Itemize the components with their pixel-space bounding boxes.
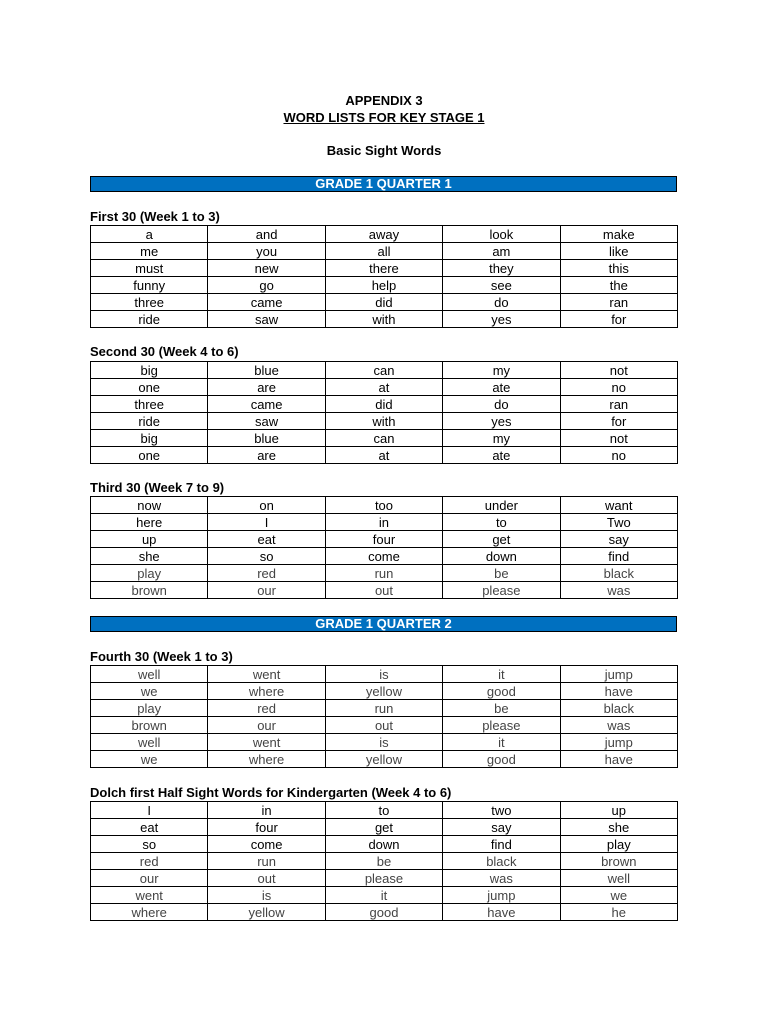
quarter-banner-2: GRADE 1 QUARTER 2 [90,616,677,632]
word-cell: for [560,413,677,430]
word-cell: so [91,836,208,853]
word-cell: all [325,243,442,260]
word-cell: funny [91,277,208,294]
word-cell: run [325,700,442,717]
word-cell: big [91,430,208,447]
table-row [91,819,678,836]
word-cell: have [443,904,560,921]
word-cell: our [208,582,325,599]
word-cell: go [208,277,325,294]
word-cell: are [208,379,325,396]
word-cell: please [325,870,442,887]
table-row [91,226,678,243]
word-cell: get [443,531,560,548]
word-cell: out [208,870,325,887]
table-row [91,396,678,413]
word-cell: brown [560,853,677,870]
word-cell: too [325,497,442,514]
table-row [91,717,678,734]
table-row [91,700,678,717]
word-cell: came [208,294,325,311]
word-cell: do [443,396,560,413]
table-row [91,311,678,328]
word-cell: went [208,734,325,751]
word-cell: up [91,531,208,548]
table-row [91,582,678,599]
word-cell: not [560,430,677,447]
table-row [91,497,678,514]
word-cell: blue [208,430,325,447]
word-cell: this [560,260,677,277]
word-cell: at [325,379,442,396]
word-cell: red [208,700,325,717]
word-cell: please [443,582,560,599]
word-cell: yellow [325,751,442,768]
word-cell: yes [443,311,560,328]
word-cell: you [208,243,325,260]
word-cell: three [91,294,208,311]
word-cell: must [91,260,208,277]
word-cell: eat [208,531,325,548]
word-cell: went [91,887,208,904]
word-cell: saw [208,413,325,430]
word-cell: was [443,870,560,887]
word-cell: ride [91,413,208,430]
word-cell: find [443,836,560,853]
word-cell: big [91,362,208,379]
word-cell: a [91,226,208,243]
appendix-label: APPENDIX 3 [345,93,423,108]
word-cell: now [91,497,208,514]
table-row [91,430,678,447]
word-cell: black [560,700,677,717]
word-cell: is [208,887,325,904]
word-cell: to [325,802,442,819]
word-cell: there [325,260,442,277]
word-cell: say [443,819,560,836]
word-cell: our [208,717,325,734]
word-table-fourth-30 [90,665,678,768]
word-cell: brown [91,582,208,599]
table-row [91,802,678,819]
word-cell: we [91,751,208,768]
word-cell: red [91,853,208,870]
word-cell: our [91,870,208,887]
word-cell: the [560,277,677,294]
word-cell: good [325,904,442,921]
word-cell: Two [560,514,677,531]
section-title-third-30: Third 30 (Week 7 to 9) [90,480,225,495]
word-cell: was [560,582,677,599]
word-cell: with [325,311,442,328]
word-cell: please [443,717,560,734]
word-cell: black [443,853,560,870]
word-cell: see [443,277,560,294]
table-row [91,379,678,396]
word-cell: did [325,294,442,311]
word-cell: jump [560,734,677,751]
word-cell: well [91,666,208,683]
word-cell: am [443,243,560,260]
word-cell: can [325,430,442,447]
word-cell: can [325,362,442,379]
word-cell: yes [443,413,560,430]
word-cell: where [208,751,325,768]
word-cell: my [443,430,560,447]
word-cell: at [325,447,442,464]
table-row [91,531,678,548]
word-cell: was [560,717,677,734]
table-row [91,277,678,294]
table-row [91,548,678,565]
word-cell: where [208,683,325,700]
word-cell: make [560,226,677,243]
word-cell: black [560,565,677,582]
word-cell: want [560,497,677,514]
word-cell: three [91,396,208,413]
word-cell: jump [560,666,677,683]
word-cell: she [560,819,677,836]
word-cell: under [443,497,560,514]
table-row [91,751,678,768]
table-row [91,514,678,531]
word-cell: I [208,514,325,531]
word-cell: run [325,565,442,582]
word-cell: came [208,396,325,413]
quarter-banner-1: GRADE 1 QUARTER 1 [90,176,677,192]
table-row [91,294,678,311]
word-cell: ran [560,396,677,413]
word-cell: for [560,311,677,328]
word-table-dolch [90,801,678,921]
table-row [91,666,678,683]
word-cell: she [91,548,208,565]
word-cell: my [443,362,560,379]
word-cell: it [325,887,442,904]
word-cell: eat [91,819,208,836]
word-cell: no [560,379,677,396]
word-cell: play [91,700,208,717]
word-cell: no [560,447,677,464]
word-cell: me [91,243,208,260]
word-cell: ran [560,294,677,311]
word-cell: it [443,734,560,751]
word-cell: ride [91,311,208,328]
word-cell: well [560,870,677,887]
word-cell: and [208,226,325,243]
word-cell: like [560,243,677,260]
table-row [91,362,678,379]
word-cell: come [208,836,325,853]
word-cell: four [325,531,442,548]
word-cell: come [325,548,442,565]
word-cell: are [208,447,325,464]
word-cell: we [91,683,208,700]
word-cell: ate [443,379,560,396]
word-cell: to [443,514,560,531]
section-title-dolch: Dolch first Half Sight Words for Kindergarten (Week 4 to 6) [90,785,452,800]
word-cell: look [443,226,560,243]
word-cell: have [560,751,677,768]
word-cell: it [443,666,560,683]
word-cell: they [443,260,560,277]
word-cell: went [208,666,325,683]
table-row [91,447,678,464]
word-cell: good [443,751,560,768]
word-cell: saw [208,311,325,328]
table-row [91,734,678,751]
word-cell: here [91,514,208,531]
section-title-first-30: First 30 (Week 1 to 3) [90,209,220,224]
word-cell: do [443,294,560,311]
word-cell: I [91,802,208,819]
word-cell: be [443,565,560,582]
word-cell: play [91,565,208,582]
table-row [91,260,678,277]
word-cell: he [560,904,677,921]
word-cell: down [325,836,442,853]
word-cell: new [208,260,325,277]
word-cell: away [325,226,442,243]
word-table-first-30 [90,225,678,328]
section-title-second-30: Second 30 (Week 4 to 6) [90,344,239,359]
table-row [91,870,678,887]
word-cell: be [325,853,442,870]
word-cell: we [560,887,677,904]
word-cell: ate [443,447,560,464]
word-cell: on [208,497,325,514]
word-cell: where [91,904,208,921]
page-subtitle: WORD LISTS FOR KEY STAGE 1 [283,110,485,125]
word-cell: not [560,362,677,379]
table-row [91,413,678,430]
word-cell: yellow [208,904,325,921]
word-cell: up [560,802,677,819]
word-cell: find [560,548,677,565]
word-cell: have [560,683,677,700]
word-cell: well [91,734,208,751]
word-cell: out [325,717,442,734]
word-cell: jump [443,887,560,904]
word-cell: four [208,819,325,836]
table-row [91,904,678,921]
word-cell: two [443,802,560,819]
word-cell: brown [91,717,208,734]
word-table-second-30 [90,361,678,464]
word-cell: out [325,582,442,599]
word-cell: be [443,700,560,717]
word-cell: blue [208,362,325,379]
table-row [91,853,678,870]
page-heading: Basic Sight Words [326,143,442,158]
word-cell: yellow [325,683,442,700]
word-cell: run [208,853,325,870]
section-title-fourth-30: Fourth 30 (Week 1 to 3) [90,649,233,664]
table-row [91,887,678,904]
table-row [91,683,678,700]
word-cell: help [325,277,442,294]
word-cell: is [325,734,442,751]
word-cell: play [560,836,677,853]
word-cell: is [325,666,442,683]
word-cell: so [208,548,325,565]
word-cell: say [560,531,677,548]
table-row [91,836,678,853]
word-cell: in [325,514,442,531]
word-cell: one [91,447,208,464]
word-cell: good [443,683,560,700]
word-cell: red [208,565,325,582]
word-cell: with [325,413,442,430]
word-cell: did [325,396,442,413]
word-table-third-30 [90,496,678,599]
word-cell: in [208,802,325,819]
table-row [91,565,678,582]
word-cell: one [91,379,208,396]
table-row [91,243,678,260]
word-cell: down [443,548,560,565]
word-cell: get [325,819,442,836]
